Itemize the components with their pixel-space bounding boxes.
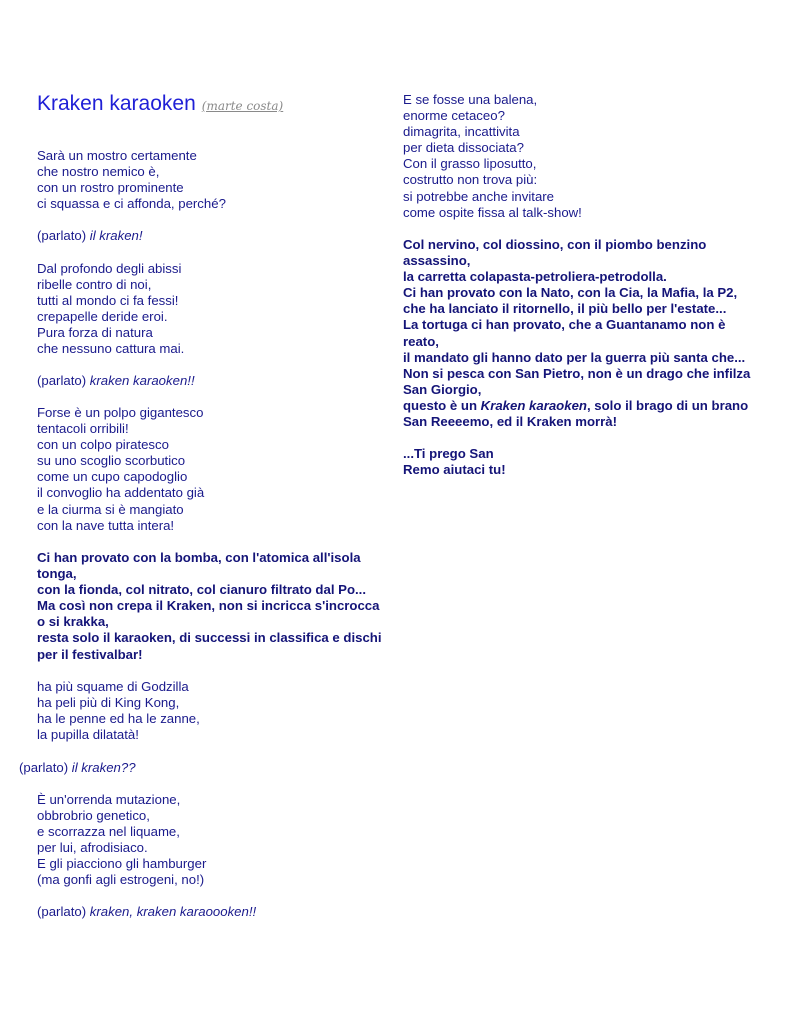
lyric-line: dimagrita, incattivita: [403, 124, 520, 140]
lyric-line: Col nervino, col diossino, con il piombo benzino assassino,: [403, 237, 707, 269]
last-line-pre: questo è un: [403, 397, 481, 413]
lyric-line: tutti al mondo ci fa fessi!: [37, 293, 179, 309]
lyric-line: E se fosse una balena,: [403, 92, 538, 107]
song-title: [37, 92, 283, 116]
lyric-line: ha peli più di King Kong,: [37, 695, 180, 711]
spoken-line-2: [37, 373, 195, 389]
lyric-line: obbrobrio genetico,: [37, 808, 150, 824]
stanza-2: [37, 261, 184, 358]
spoken-line-4: [37, 904, 256, 920]
spoken-text: kraken karaoken!!: [89, 373, 195, 388]
lyric-line: la pupilla dilatatà!: [37, 727, 139, 743]
lyric-line: ci squassa e ci affonda, perché?: [37, 196, 226, 212]
spoken-text: il kraken!: [89, 228, 143, 243]
lyric-line: e la ciurma si è mangiato: [37, 501, 184, 517]
lyric-line: E gli piacciono gli hamburger: [37, 856, 207, 872]
lyric-line: con la nave tutta intera!: [37, 517, 175, 533]
spoken-line-1: [37, 228, 143, 244]
chorus-1: [37, 550, 382, 663]
lyric-line: enorme cetaceo?: [403, 108, 505, 124]
lyric-line: Non si pesca con San Pietro, non è un drago che infilza San Giorgio,: [403, 365, 751, 397]
lyric-line: con la fionda, col nitrato, col cianuro filtrato dal Po...: [37, 582, 366, 598]
stanza-3: [37, 405, 204, 534]
lyric-line: la carretta colapasta-petroliera-petrodolla.: [403, 269, 667, 285]
lyric-line: resta solo il karaoken, di successi in classifica e dischi per il festivalbar!: [37, 630, 382, 662]
spoken-label: (parlato): [37, 904, 90, 919]
lyric-line: (ma gonfi agli estrogeni, no!): [37, 872, 205, 888]
lyric-line: ha le penne ed ha le zanne,: [37, 711, 200, 727]
lyric-line: Forse è un polpo gigantesco: [37, 405, 204, 420]
lyric-line: il convoglio ha addentato già: [37, 485, 205, 501]
closing-lines: [403, 446, 506, 478]
lyric-line: che ha lanciato il ritornello, il più bello per l'estate...: [403, 301, 727, 317]
chorus-2-last-line: [403, 398, 758, 430]
spoken-line-3: [19, 760, 136, 776]
spoken-text: kraken, kraken karaoooken!!: [89, 904, 257, 919]
lyric-line: come ospite fissa al talk-show!: [403, 204, 582, 220]
lyric-line: Ma così non crepa il Kraken, non si incricca s'incrocca o si krakka,: [37, 598, 380, 630]
stanza-4: [37, 679, 200, 743]
lyric-line: per lui, afrodisiaco.: [37, 840, 148, 856]
lyric-line: Ci han provato con la Nato, con la Cia, la Mafia, la P2,: [403, 285, 738, 301]
lyric-line: ribelle contro di noi,: [37, 277, 152, 293]
stanza-6: [403, 92, 582, 221]
lyric-line: e scorrazza nel liquame,: [37, 824, 180, 840]
spoken-label: (parlato): [37, 373, 90, 388]
chorus-2-lines: [403, 237, 758, 398]
last-line-italic: Kraken karaoken: [480, 397, 587, 413]
chorus-2: [403, 237, 758, 430]
spoken-text: il kraken??: [71, 760, 136, 775]
lyric-line: Ci han provato con la bomba, con l'atomica all'isola tonga,: [37, 550, 361, 582]
spoken-label: (parlato): [37, 228, 90, 243]
lyric-line: È un'orrenda mutazione,: [37, 792, 181, 807]
lyric-line: Pura forza di natura: [37, 325, 153, 341]
lyric-line: Remo aiutaci tu!: [403, 462, 506, 478]
lyric-line: per dieta dissociata?: [403, 140, 524, 156]
lyric-line: costrutto non trova più:: [403, 172, 538, 188]
stanza-5: [37, 792, 206, 889]
lyric-line: come un cupo capodoglio: [37, 469, 188, 485]
lyric-line: crepapelle deride eroi.: [37, 309, 168, 325]
last-line-post: , solo il brago di un brano San Reeeemo, ed il Kraken morrà!: [403, 397, 749, 430]
lyric-line: su uno scoglio scorbutico: [37, 453, 186, 469]
title-text: Kraken karaoken: [37, 92, 196, 115]
spoken-label: (parlato): [19, 760, 72, 775]
lyric-line: ...Ti prego San: [403, 446, 494, 461]
lyric-line: Dal profondo degli abissi: [37, 261, 182, 276]
lyric-line: La tortuga ci han provato, che a Guantanamo non è reato,: [403, 317, 726, 349]
lyric-line: si potrebbe anche invitare: [403, 188, 555, 204]
stanza-1: [37, 148, 226, 212]
author-credit: (marte costa): [201, 99, 284, 113]
lyric-line: Con il grasso liposutto,: [403, 156, 537, 172]
lyric-line: con un rostro prominente: [37, 180, 184, 196]
lyric-line: tentacoli orribili!: [37, 421, 129, 437]
lyric-line: che nostro nemico è,: [37, 164, 160, 180]
lyric-line: ha più squame di Godzilla: [37, 679, 189, 694]
lyric-line: Sarà un mostro certamente: [37, 148, 197, 163]
lyric-line: che nessuno cattura mai.: [37, 341, 185, 357]
lyric-line: con un colpo piratesco: [37, 437, 169, 453]
lyric-line: il mandato gli hanno dato per la guerra più santa che...: [403, 349, 746, 365]
